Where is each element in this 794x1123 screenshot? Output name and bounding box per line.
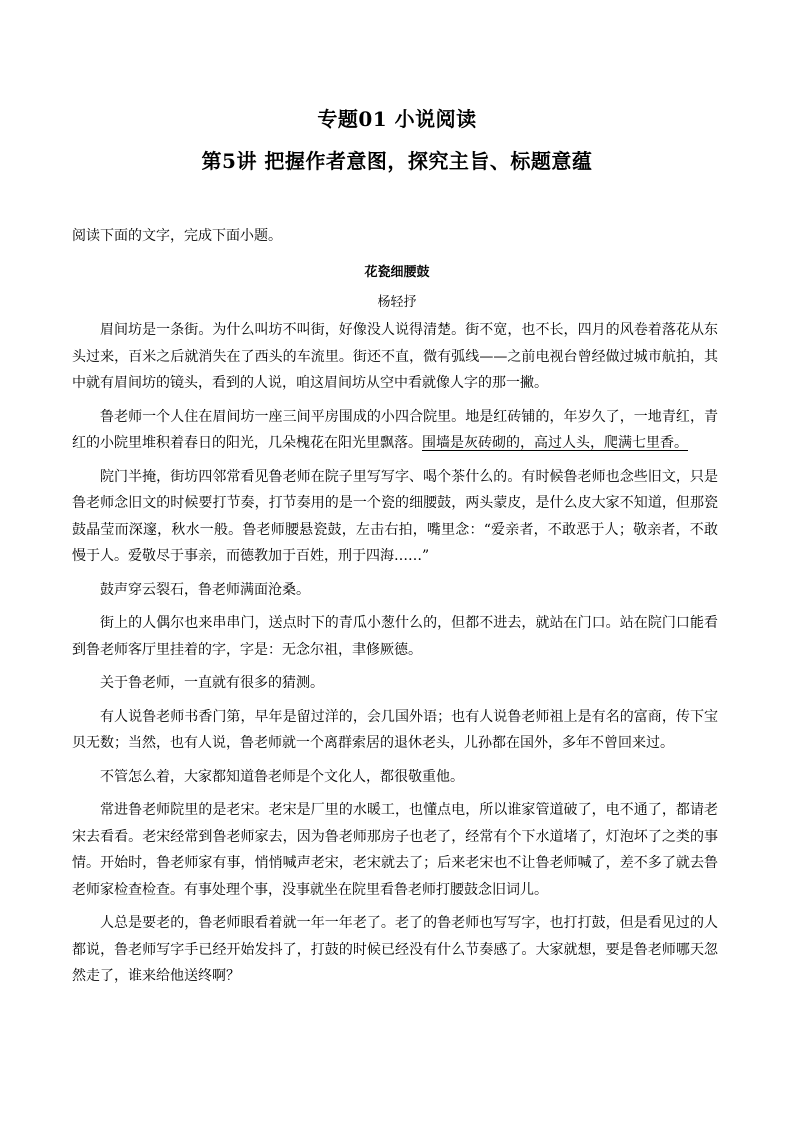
paragraph [72, 404, 718, 457]
story-title: 花瓷细腰鼓 [364, 265, 430, 280]
paragraph-text: 鲁老师一个人住在眉间坊一座三间平房围成的小四合院里。地是红砖铺的，年岁久了，一地青红，青红的小院里堆积着春日的阳光，几朵槐花在阳光里飘落。 [72, 408, 718, 451]
paragraph-text: 鼓声穿云裂石，鲁老师满面沧桑。 [100, 581, 310, 598]
paragraph-text: 眉间坊是一条街。为什么叫坊不叫街，好像没人说得清楚。街不宽，也不长，四月的风卷着落花从东头过来，百米之后就消失在了西头的车流里。街还不直，微有弧线——之前电视台曾经做过城市航拍，其中就有眉间坊的镜头，看到的人说，咱这眉间坊从空中看就像人字的那一撇。 [72, 322, 718, 391]
paragraph [72, 464, 718, 570]
paragraph [72, 670, 718, 697]
paragraph [72, 764, 718, 791]
paragraph-text: 常进鲁老师院里的是老宋。老宋是厂里的水暖工，也懂点电，所以谁家管道破了，电不通了，都请老宋去看看。老宋经常到鲁老师家去，因为鲁老师那房子也老了，经常有个下水道堵了，灯泡坏了之类的事情。开始时，鲁老师家有事，悄悄喊声老宋，老宋就去了；后来老宋也不让鲁老师喊了，差不多了就去鲁老师家检查检查。有事处理个事，没事就坐在院里看鲁老师打腰鼓念旧词儿。 [72, 802, 718, 898]
paragraph [72, 610, 718, 663]
paragraph [72, 797, 718, 903]
story-body [72, 317, 718, 997]
topic-title: 专题01 小说阅读 [317, 107, 477, 131]
paragraph [72, 577, 718, 604]
paragraph-text: 院门半掩，街坊四邻常看见鲁老师在院子里写写字、喝个茶什么的。有时候鲁老师也念些旧文，只是鲁老师念旧文的时候要打节奏，打节奏用的是一个瓷的细腰鼓，两头蒙皮，是什么皮大家不知道，但那瓷鼓晶莹而深邃，秋水一般。鲁老师腰悬瓷鼓，左击右拍，嘴里念：“爱亲者，不敢恶于人；敬亲者，不敢慢于人。爱敬尽于事亲，而德教加于百姓，刑于四海……” [72, 468, 718, 564]
paragraph [72, 704, 718, 757]
lesson-title: 第5讲 把握作者意图，探究主旨、标题意蕴 [201, 149, 593, 173]
story-author: 杨轻抒 [377, 295, 417, 310]
paragraph-text: 街上的人偶尔也来串串门，送点时下的青瓜小葱什么的，但都不进去，就站在门口。站在院门口能看到鲁老师客厅里挂着的字，字是：无念尔祖，聿修厥德。 [72, 615, 718, 658]
paragraph-text: 关于鲁老师，一直就有很多的猜测。 [100, 675, 324, 691]
paragraph [72, 317, 718, 397]
paragraph-text: 人总是要老的，鲁老师眼看着就一年一年老了。老了的鲁老师也写写字，也打打鼓，但是看见过的人都说，鲁老师写字手已经开始发抖了，打鼓的时候已经没有什么节奏感了。大家就想，要是鲁老师哪天忽然走了，谁来给他送终啊？ [72, 915, 718, 984]
reading-instruction: 阅读下面的文字，完成下面小题。 [72, 228, 282, 244]
paragraph-text: 有人说鲁老师书香门第，早年是留过洋的，会几国外语；也有人说鲁老师祖上是有名的富商，传下宝贝无数；当然，也有人说，鲁老师就一个离群索居的退休老头，儿孙都在国外，多年不曾回来过。 [72, 708, 718, 751]
paragraph-text: 不管怎么着，大家都知道鲁老师是个文化人，都很敬重他。 [100, 768, 464, 785]
underlined-sentence: 围墙是灰砖砌的，高过人头，爬满七里香。 [422, 435, 688, 451]
paragraph [72, 910, 718, 990]
